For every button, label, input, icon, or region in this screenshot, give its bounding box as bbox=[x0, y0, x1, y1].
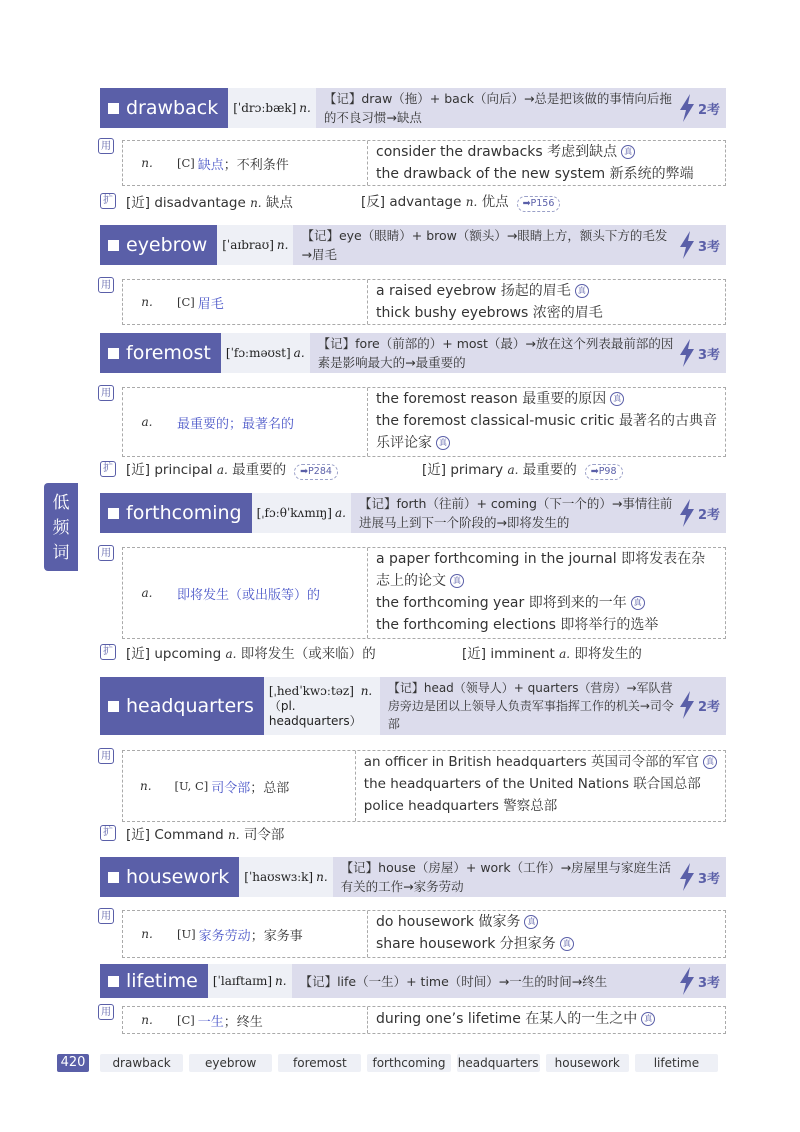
example: a raised eyebrow 扬起的眉毛 真 bbox=[376, 280, 717, 302]
extension-row bbox=[100, 191, 726, 211]
memory-tip: 【记】head（领导人）+ quarters（营房）→军队营房旁边是团以上领导人负责军事指挥工作的机关→司令部 bbox=[387, 681, 674, 731]
memory-tip: 【记】forth（往前）+ coming（下一个的）→事情往前进展马上到下一个阶段的→即将发生的 bbox=[358, 496, 673, 530]
example: thick bushy eyebrows 浓密的眉毛 bbox=[376, 305, 603, 321]
example: the foremost classical-music critic 最著名的古典音乐评论家 真 bbox=[376, 413, 717, 451]
exam-level-badge: 2考 bbox=[678, 691, 720, 719]
example: the foremost reason 最重要的原因 真 bbox=[376, 388, 717, 410]
example: police headquarters 警察总部 bbox=[363, 798, 558, 814]
entry-header bbox=[100, 333, 726, 373]
synonym: [近] principal a. 最重要的 ➡P284 bbox=[126, 458, 422, 480]
extend-label-icon: 扩 bbox=[100, 461, 116, 477]
headword: drawback bbox=[100, 88, 228, 128]
footer-word[interactable]: drawback bbox=[100, 1054, 183, 1072]
example: the forthcoming elections 即将举行的选举 bbox=[376, 617, 659, 633]
page-reference-link[interactable]: ➡P98 bbox=[585, 464, 623, 480]
usage-examples bbox=[356, 751, 725, 821]
usage-definition: 即将发生（或出版等）的 bbox=[171, 548, 368, 638]
page-reference-link[interactable]: ➡P284 bbox=[294, 464, 338, 480]
usage-examples bbox=[368, 388, 725, 456]
headword: forthcoming bbox=[100, 493, 252, 533]
memory-tip: 【记】eye（眼睛）+ brow（额头）→眼睛上方，额头下方的毛发→眉毛 bbox=[301, 228, 668, 262]
usage-pos: n. bbox=[141, 927, 153, 941]
entry-housework bbox=[100, 857, 726, 952]
entry-header bbox=[100, 677, 726, 735]
pronunciation: [ˈaɪbraʊ] n. bbox=[217, 225, 293, 265]
page-number: 420 bbox=[57, 1054, 89, 1072]
extend-label-icon: 扩 bbox=[100, 644, 116, 660]
use-label-icon: 用 bbox=[98, 748, 114, 764]
usage-definition: [C] 缺点 ；不利条件 bbox=[171, 141, 368, 185]
usage-table bbox=[122, 750, 726, 822]
footer-word[interactable]: headquarters bbox=[457, 1056, 539, 1070]
usage-definition: [U] 家务劳动 ；家务事 bbox=[171, 911, 368, 957]
example: an officer in British headquarters 英国司令部的军官 真 bbox=[364, 751, 717, 773]
exam-level-badge: 3考 bbox=[678, 967, 720, 995]
example: the forthcoming year 即将到来的一年 真 bbox=[376, 592, 717, 614]
use-label-icon: 用 bbox=[98, 1004, 114, 1020]
extend-label-icon: 扩 bbox=[100, 825, 116, 841]
pronunciation: [ˈlaɪftaɪm] n. bbox=[208, 964, 292, 998]
use-label-icon: 用 bbox=[98, 138, 114, 154]
pronunciation: [ˌfɔːθˈkʌmɪŋ] a. bbox=[252, 493, 351, 533]
extension-row bbox=[100, 642, 726, 662]
usage-definition: [U, C] 司令部 ；总部 bbox=[169, 751, 356, 821]
lightning-icon bbox=[678, 967, 696, 995]
lightning-icon bbox=[678, 499, 696, 527]
memory-tip: 【记】fore（前部的）+ most（最）→放在这个列表最前部的因素是影响最大的→最重要的 bbox=[317, 336, 674, 370]
use-label-icon: 用 bbox=[98, 545, 114, 561]
headword: housework bbox=[100, 857, 239, 897]
lightning-icon bbox=[678, 94, 696, 122]
example: during one’s lifetime 在某人的一生之中 真 bbox=[376, 1008, 717, 1030]
page-footer bbox=[0, 1050, 800, 1080]
usage-pos: n. bbox=[141, 156, 153, 170]
extend-label-icon: 扩 bbox=[100, 193, 116, 209]
pronunciation: [ˈdrɔːbæk] n. bbox=[228, 88, 316, 128]
entry-foremost bbox=[100, 333, 726, 478]
example: share housework 分担家务 真 bbox=[376, 933, 717, 955]
example: do housework 做家务 真 bbox=[376, 911, 717, 933]
entry-lifetime bbox=[100, 964, 726, 1030]
exam-level-badge: 2考 bbox=[678, 499, 720, 527]
synonym: [近] Command n. 司令部 bbox=[126, 827, 285, 843]
synonym: [近] primary a. 最重要的 ➡P98 bbox=[422, 458, 623, 480]
exam-level-badge: 3考 bbox=[678, 339, 720, 367]
usage-examples bbox=[368, 280, 725, 324]
usage-pos: a. bbox=[141, 586, 153, 600]
usage-definition: [C] 一生 ；终生 bbox=[171, 1007, 368, 1033]
footer-word[interactable]: housework bbox=[546, 1054, 629, 1072]
example: consider the drawbacks 考虑到缺点 真 bbox=[376, 141, 717, 163]
exam-level-badge: 3考 bbox=[678, 863, 720, 891]
headword: foremost bbox=[100, 333, 221, 373]
footer-word[interactable]: lifetime bbox=[635, 1054, 718, 1072]
antonym: [反] advantage n. 优点 ➡P156 bbox=[361, 190, 560, 212]
usage-definition: 最重要的；最著名的 bbox=[171, 388, 368, 456]
usage-table bbox=[122, 1006, 726, 1034]
synonym: [近] disadvantage n. 缺点 bbox=[126, 195, 293, 211]
usage-examples bbox=[368, 548, 725, 638]
exam-level-badge: 2考 bbox=[678, 94, 720, 122]
usage-table bbox=[122, 387, 726, 457]
example: the drawback of the new system 新系统的弊端 bbox=[376, 166, 694, 182]
usage-table bbox=[122, 140, 726, 186]
synonym: [近] imminent a. 即将发生的 bbox=[462, 646, 642, 662]
example: a paper forthcoming in the journal 即将发表在杂志上的论文 真 bbox=[376, 551, 706, 589]
section-tab-low-frequency bbox=[44, 483, 78, 571]
extension-row bbox=[100, 459, 726, 479]
entry-header bbox=[100, 225, 726, 265]
use-label-icon: 用 bbox=[98, 908, 114, 924]
extension-row bbox=[100, 823, 726, 843]
usage-table bbox=[122, 910, 726, 958]
lightning-icon bbox=[678, 339, 696, 367]
footer-word[interactable]: eyebrow bbox=[189, 1054, 272, 1072]
example: the headquarters of the United Nations 联合国总部 bbox=[363, 776, 701, 792]
memory-tip: 【记】life（一生）+ time（时间）→一生的时间→终生 bbox=[299, 973, 608, 989]
entry-eyebrow bbox=[100, 225, 726, 321]
usage-examples bbox=[368, 1007, 725, 1033]
entry-header bbox=[100, 493, 726, 533]
lightning-icon bbox=[678, 691, 696, 719]
entry-header bbox=[100, 88, 726, 128]
headword: headquarters bbox=[100, 677, 264, 735]
page-reference-link[interactable]: ➡P156 bbox=[517, 196, 561, 212]
lightning-icon bbox=[678, 231, 696, 259]
memory-tip: 【记】draw（拖）+ back（向后）→总是把该做的事情向后拖的不良习惯→缺点 bbox=[323, 91, 672, 125]
memory-tip: 【记】house（房屋）+ work（工作）→房屋里与家庭生活有关的工作→家务劳动 bbox=[340, 860, 672, 894]
exam-level-badge: 3考 bbox=[678, 231, 720, 259]
entry-drawback bbox=[100, 88, 726, 211]
lightning-icon bbox=[678, 863, 696, 891]
pronunciation: [ˈfɔːməʊst] a. bbox=[221, 333, 310, 373]
usage-table bbox=[122, 279, 726, 325]
use-label-icon: 用 bbox=[98, 277, 114, 293]
usage-definition: [C] 眉毛 bbox=[171, 280, 368, 324]
headword: lifetime bbox=[100, 964, 208, 998]
entry-forthcoming bbox=[100, 493, 726, 662]
usage-examples bbox=[368, 141, 725, 185]
entry-header bbox=[100, 964, 726, 998]
usage-table bbox=[122, 547, 726, 639]
entry-headquarters bbox=[100, 677, 726, 843]
pronunciation: [ˈhaʊswɜːk] n. bbox=[239, 857, 332, 897]
section-tab-label: 低 频 词 bbox=[52, 493, 70, 563]
footer-word[interactable]: foremost bbox=[278, 1054, 361, 1072]
pronunciation: [ˌhedˈkwɔːtəz] n.（pl. headquarters） bbox=[264, 677, 380, 735]
usage-pos: n. bbox=[139, 779, 152, 793]
usage-examples bbox=[368, 911, 725, 957]
footer-word[interactable]: forthcoming bbox=[367, 1054, 450, 1072]
synonym: [近] upcoming a. 即将发生（或来临）的 bbox=[126, 646, 376, 662]
usage-pos: a. bbox=[141, 415, 153, 429]
footer-word-index bbox=[100, 1054, 718, 1072]
usage-pos: n. bbox=[141, 1013, 153, 1027]
usage-pos: n. bbox=[141, 295, 153, 309]
entry-header bbox=[100, 857, 726, 897]
headword: eyebrow bbox=[100, 225, 217, 265]
use-label-icon: 用 bbox=[98, 385, 114, 401]
